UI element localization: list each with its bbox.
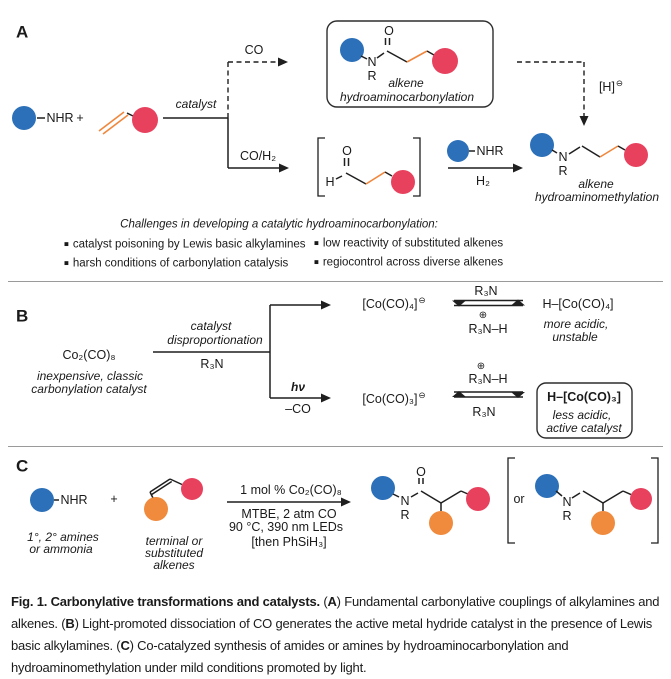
co3-anion-label bbox=[362, 391, 425, 406]
minus-charge-icon: ⊖ bbox=[418, 294, 426, 305]
amine-label: NHR bbox=[46, 110, 74, 125]
co3-hydride-label: H–[Co(CO)₃] bbox=[547, 389, 621, 404]
amine-product bbox=[530, 133, 648, 167]
panel-a-letter: A bbox=[16, 22, 29, 42]
aldehyde-h: H bbox=[325, 174, 335, 189]
challenge-item bbox=[64, 239, 306, 251]
bullet-square-icon: ■ bbox=[314, 257, 319, 267]
challenge-item bbox=[314, 257, 503, 269]
co3-anion-formula: [Co(CO)₃] bbox=[362, 391, 418, 406]
amine-note: or ammonia bbox=[29, 542, 93, 556]
amide-r: R bbox=[367, 68, 377, 83]
h2-label: H₂ bbox=[476, 173, 490, 188]
product-alkene-label: alkene bbox=[578, 177, 614, 191]
amine-fragment-circle bbox=[12, 106, 36, 130]
amine-fragment-circle bbox=[535, 474, 559, 498]
eq-top-reverse-label: R₃N–H bbox=[468, 321, 508, 336]
bullet-square-icon: ■ bbox=[314, 238, 319, 248]
amine-fragment-circle bbox=[447, 140, 469, 162]
co4-anion-label bbox=[362, 296, 425, 311]
alkene-note: terminal or bbox=[145, 534, 203, 548]
arrow-label: catalyst bbox=[190, 319, 232, 333]
panel-c-letter: C bbox=[16, 456, 29, 476]
alkene-fragment-circle bbox=[181, 478, 203, 500]
co3-note: less acidic, bbox=[552, 408, 612, 422]
catalyst-note: carbonylation catalyst bbox=[31, 382, 147, 396]
alkene-fragment-circle bbox=[630, 488, 652, 510]
hydride-formula: [H] bbox=[598, 79, 615, 94]
challenge-item bbox=[64, 258, 288, 270]
amine-n: N bbox=[562, 494, 572, 509]
hydride-label bbox=[599, 79, 623, 94]
challenge-item-text: regiocontrol across diverse alkenes bbox=[322, 256, 504, 269]
amide-n: N bbox=[367, 54, 377, 69]
box-reaction-name: hydroaminocarbonylation bbox=[339, 90, 475, 104]
conditions-arrow bbox=[227, 498, 351, 507]
alkene-fragment-circle bbox=[466, 487, 490, 511]
plus-charge-icon: ⊕ bbox=[476, 361, 486, 372]
caption-text: ( bbox=[323, 594, 328, 609]
minus-charge-icon: ⊖ bbox=[615, 77, 624, 88]
conditions-catalyst-label: 1 mol % Co₂(CO)₈ bbox=[240, 482, 342, 497]
alkene-substrate bbox=[144, 478, 203, 521]
caption-text: ) Co-catalyzed synthesis of amides or amines by hydroaminocarbonylation and hydroaminomethylation under mild conditions promoted by light. bbox=[11, 638, 569, 675]
product-n: N bbox=[558, 149, 568, 164]
minus-charge-icon: ⊖ bbox=[418, 389, 426, 400]
arrow-label: disproportionation bbox=[167, 333, 263, 347]
amine-r3n-label: R₃N bbox=[200, 356, 224, 371]
alkene-note: substituted bbox=[144, 546, 204, 560]
amide-product bbox=[371, 476, 490, 535]
caption-panel-ref: B bbox=[65, 616, 75, 631]
bullet-square-icon: ■ bbox=[64, 258, 69, 268]
co4-note: unstable bbox=[552, 330, 598, 344]
plus-charge-icon: ⊕ bbox=[478, 310, 488, 321]
co3-note: active catalyst bbox=[546, 421, 622, 435]
substituent-fragment-circle bbox=[591, 511, 615, 535]
challenges-title: Challenges in developing a catalytic hydroaminocarbonylation: bbox=[120, 218, 438, 231]
challenge-item-text: low reactivity of substituted alkenes bbox=[322, 237, 504, 250]
alkene-note: alkenes bbox=[153, 558, 195, 572]
caption-text: ) Fundamental carbonylative couplings of alkylamines and alkenes. ( bbox=[11, 594, 660, 631]
co4-anion-formula: [Co(CO)₄] bbox=[362, 296, 418, 311]
equilibrium-arrows-top bbox=[452, 300, 525, 307]
amine-r: R bbox=[562, 508, 572, 523]
alkene-fragment-circle bbox=[132, 107, 158, 133]
caption-title: Fig. 1. Carbonylative transformations and catalysts. bbox=[11, 594, 324, 609]
bullet-square-icon: ■ bbox=[64, 239, 69, 249]
box-alkene-label: alkene bbox=[388, 76, 424, 90]
cobalt-carbonyl-formula: Co₂(CO)₈ bbox=[62, 347, 116, 362]
conditions-label: MTBE, 2 atm CO bbox=[241, 506, 337, 521]
alkene-fragment-circle bbox=[391, 170, 415, 194]
amine-fragment-circle bbox=[30, 488, 54, 512]
light-hv-label: hν bbox=[290, 380, 306, 394]
or-label: or bbox=[513, 491, 525, 506]
amine-product-bracketed bbox=[508, 458, 658, 543]
hydride-reduction-arrow bbox=[517, 62, 589, 126]
alkene-fragment-circle bbox=[624, 143, 648, 167]
carbonyl-o: O bbox=[384, 23, 394, 38]
catalyst-label: catalyst bbox=[175, 97, 217, 111]
conditions-label: [then PhSiH₃] bbox=[251, 534, 327, 549]
caption-text: ) Light-promoted dissociation of CO generates the active metal hydride catalyst in the presence of Lewis basic alkylamines. ( bbox=[11, 616, 653, 653]
minus-co-label: –CO bbox=[285, 401, 311, 416]
challenge-item bbox=[314, 238, 503, 250]
amine-reagent-label: NHR bbox=[476, 143, 504, 158]
amine-note: 1°, 2° amines bbox=[27, 530, 99, 544]
plus-sign: + bbox=[110, 491, 118, 506]
substituent-fragment-circle bbox=[429, 511, 453, 535]
eq-top-forward-label: R₃N bbox=[474, 283, 498, 298]
alkene-fragment-circle bbox=[432, 48, 458, 74]
challenge-item-text: harsh conditions of carbonylation catalysis bbox=[72, 257, 289, 270]
amine-fragment-circle bbox=[340, 38, 364, 62]
amide-n: N bbox=[400, 493, 410, 508]
amide-r: R bbox=[400, 507, 410, 522]
amine-fragment-circle bbox=[530, 133, 554, 157]
catalyst-note: inexpensive, classic bbox=[36, 369, 144, 383]
equilibrium-arrows-bottom bbox=[452, 391, 525, 398]
caption-panel-ref: A bbox=[327, 594, 337, 609]
co-h2-label: CO/H₂ bbox=[239, 148, 277, 163]
product-r: R bbox=[558, 163, 568, 178]
co4-note: more acidic, bbox=[543, 317, 609, 331]
product-reaction-name: hydroaminomethylation bbox=[534, 190, 660, 204]
eq-bottom-forward-label: R₃N–H bbox=[468, 371, 508, 386]
plus-sign: + bbox=[76, 110, 84, 125]
substituent-fragment-circle bbox=[144, 497, 168, 521]
aldehyde-o: O bbox=[342, 143, 352, 158]
eq-bottom-reverse-label: R₃N bbox=[472, 404, 496, 419]
challenge-item-text: catalyst poisoning by Lewis basic alkylamines bbox=[72, 238, 306, 251]
amine-label: NHR bbox=[60, 492, 88, 507]
figure-caption bbox=[11, 591, 664, 679]
carbonyl-o: O bbox=[416, 464, 426, 479]
amine-fragment-circle bbox=[371, 476, 395, 500]
caption-panel-ref: C bbox=[120, 638, 130, 653]
co4-hydride-label: H–[Co(CO)₄] bbox=[542, 296, 614, 311]
conditions-label: 90 °C, 390 nm LEDs bbox=[228, 519, 344, 534]
panel-b-letter: B bbox=[16, 306, 29, 326]
co-label: CO bbox=[244, 42, 264, 57]
alkene-reactant bbox=[99, 107, 158, 134]
